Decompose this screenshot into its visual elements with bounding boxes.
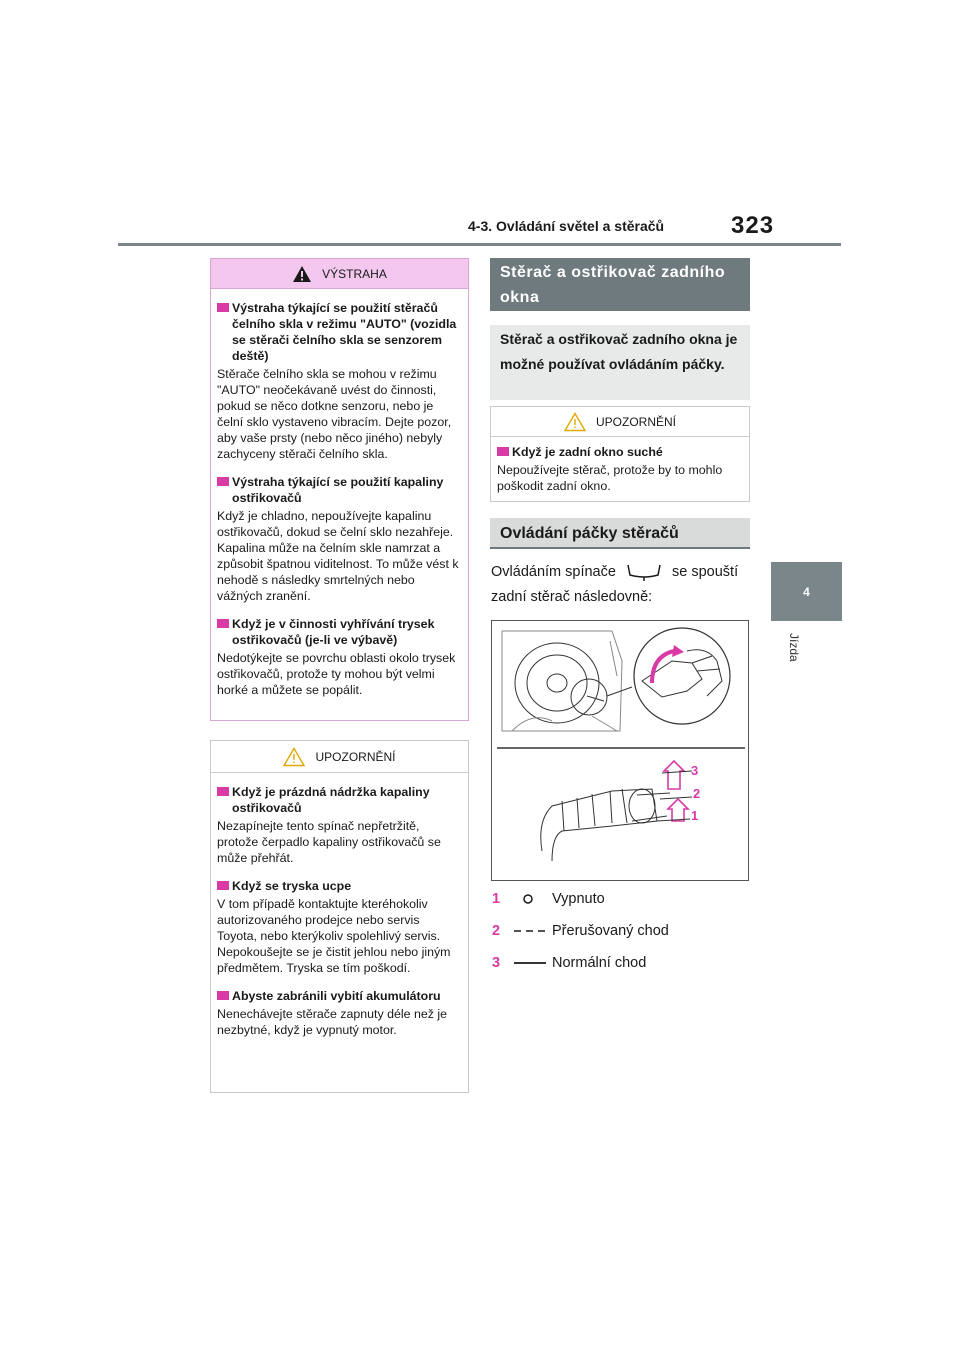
warning-box-header <box>211 259 468 289</box>
figure-label-1: 1 <box>691 808 699 823</box>
warning-item-title: Výstraha týkající se použití kapaliny ostřikovačů <box>217 474 462 506</box>
legend-number: 3 <box>492 955 501 971</box>
legend-text: Přerušovaný chod <box>552 923 669 939</box>
bullet-square-icon <box>217 477 229 486</box>
caution-box-title: UPOZORNĚNÍ <box>595 414 676 429</box>
caution-item-title: Když je zadní okno suché <box>497 444 743 460</box>
wiper-lever-illustration <box>492 621 749 881</box>
caution-box-right <box>490 406 750 502</box>
dashed-line-icon <box>508 923 552 939</box>
solid-line-icon <box>508 955 552 971</box>
caution-triangle-icon <box>283 747 305 767</box>
warning-item-title: Když je v činnosti vyhřívání trysek ostřikovačů (je-li ve výbavě) <box>217 616 462 648</box>
caution-box-title: UPOZORNĚNÍ <box>315 749 396 764</box>
caution-item-text: Nepoužívejte stěrač, protože by to mohlo poškodit zadní okno. <box>497 463 723 493</box>
bullet-square-icon <box>217 991 229 1000</box>
rear-wiper-switch-icon <box>624 562 664 582</box>
warning-item-title: Výstraha týkající se použití stěračů čelního skla v režimu "AUTO" (vozidla se stěrači čelního skla se senzorem deště) <box>217 300 462 364</box>
caution-item-text: Nezapínejte tento spínač nepřetržitě, protože čerpadlo kapaliny ostřikovačů se může přehřát. <box>217 819 441 865</box>
figure-label-3: 3 <box>691 763 699 778</box>
legend-item-off <box>492 891 605 907</box>
bullet-square-icon <box>217 303 229 312</box>
caution-item-text: Nenechávejte stěrače zapnuty déle než je nezbytné, když je vypnutý motor. <box>217 1007 448 1037</box>
bullet-square-icon <box>217 619 229 628</box>
caution-triangle-icon <box>564 412 586 432</box>
bullet-square-icon <box>217 787 229 796</box>
caution-box-header <box>491 407 749 437</box>
caution-box-header <box>211 741 468 773</box>
legend-item-normal <box>492 955 646 971</box>
bullet-square-icon <box>497 447 509 456</box>
caution-item-title: Abyste zabránili vybití akumulátoru <box>217 988 462 1004</box>
caution-item-title: Když se tryska ucpe <box>217 878 462 894</box>
warning-box <box>210 258 469 721</box>
caution-box <box>210 740 469 1093</box>
off-circle-icon <box>508 891 552 907</box>
caution-item-text: V tom případě kontaktujte kteréhokoliv autorizovaného prodejce nebo servis Toyota, nebo kterýkoliv spolehlivý servis. Nepokoušejte se je čistit jehlou nebo jiným předmětem. Tryska se tím poškodí. <box>217 897 451 975</box>
intro-box: Stěrač a ostřikovač zadního okna je možné používat ovládáním páčky. <box>490 325 750 400</box>
page-number: 323 <box>731 212 775 239</box>
bullet-square-icon <box>217 881 229 890</box>
warning-item-text: Nedotýkejte se povrchu oblasti okolo trysek ostřikovačů, protože ty mohou být velmi horké a můžete se popálit. <box>217 651 456 697</box>
legend-text: Vypnuto <box>552 891 605 907</box>
header-divider <box>118 243 841 246</box>
chapter-label: Jízda <box>787 633 801 662</box>
section-heading-lever: Ovládání páčky stěračů <box>490 518 750 549</box>
warning-item-text: Stěrače čelního skla se mohou v režimu "AUTO" neočekávaně uvést do činnosti, pokud se něco dotkne senzoru, nebo je čelní sklo vystaveno vibracím. Dejte pozor, aby vaše prsty (nebo něco jiného) nebyly zachyceny stěrači čelního skla. <box>217 367 452 461</box>
legend-text: Normální chod <box>552 955 647 971</box>
legend-number: 1 <box>492 891 501 907</box>
warning-item-text: Když je chladno, nepoužívejte kapalinu ostřikovačů, dokud se čelní sklo nezahřeje. Kapalina může na čelním skle namrzat a způsobit špatnou viditelnost. To může vést k nehodě s následky smrtelných nebo vážných zranění. <box>217 509 459 603</box>
caution-item-title: Když je prázdná nádržka kapaliny ostřikovačů <box>217 784 462 816</box>
figure-label-2: 2 <box>693 786 701 801</box>
legend-item-intermittent <box>492 923 669 939</box>
wiper-lever-figure <box>491 620 749 881</box>
section-title: 4-3. Ovládání světel a stěračů <box>468 218 665 234</box>
body-paragraph: Ovládáním spínače se spouští zadní stěrač následovně: <box>491 564 739 605</box>
warning-triangle-icon <box>292 265 312 283</box>
warning-box-title: VÝSTRAHA <box>322 266 387 281</box>
section-heading-rear-wiper: Stěrač a ostřikovač zadního okna <box>490 258 750 311</box>
legend-number: 2 <box>492 923 501 939</box>
chapter-tab: 4 <box>771 562 842 621</box>
